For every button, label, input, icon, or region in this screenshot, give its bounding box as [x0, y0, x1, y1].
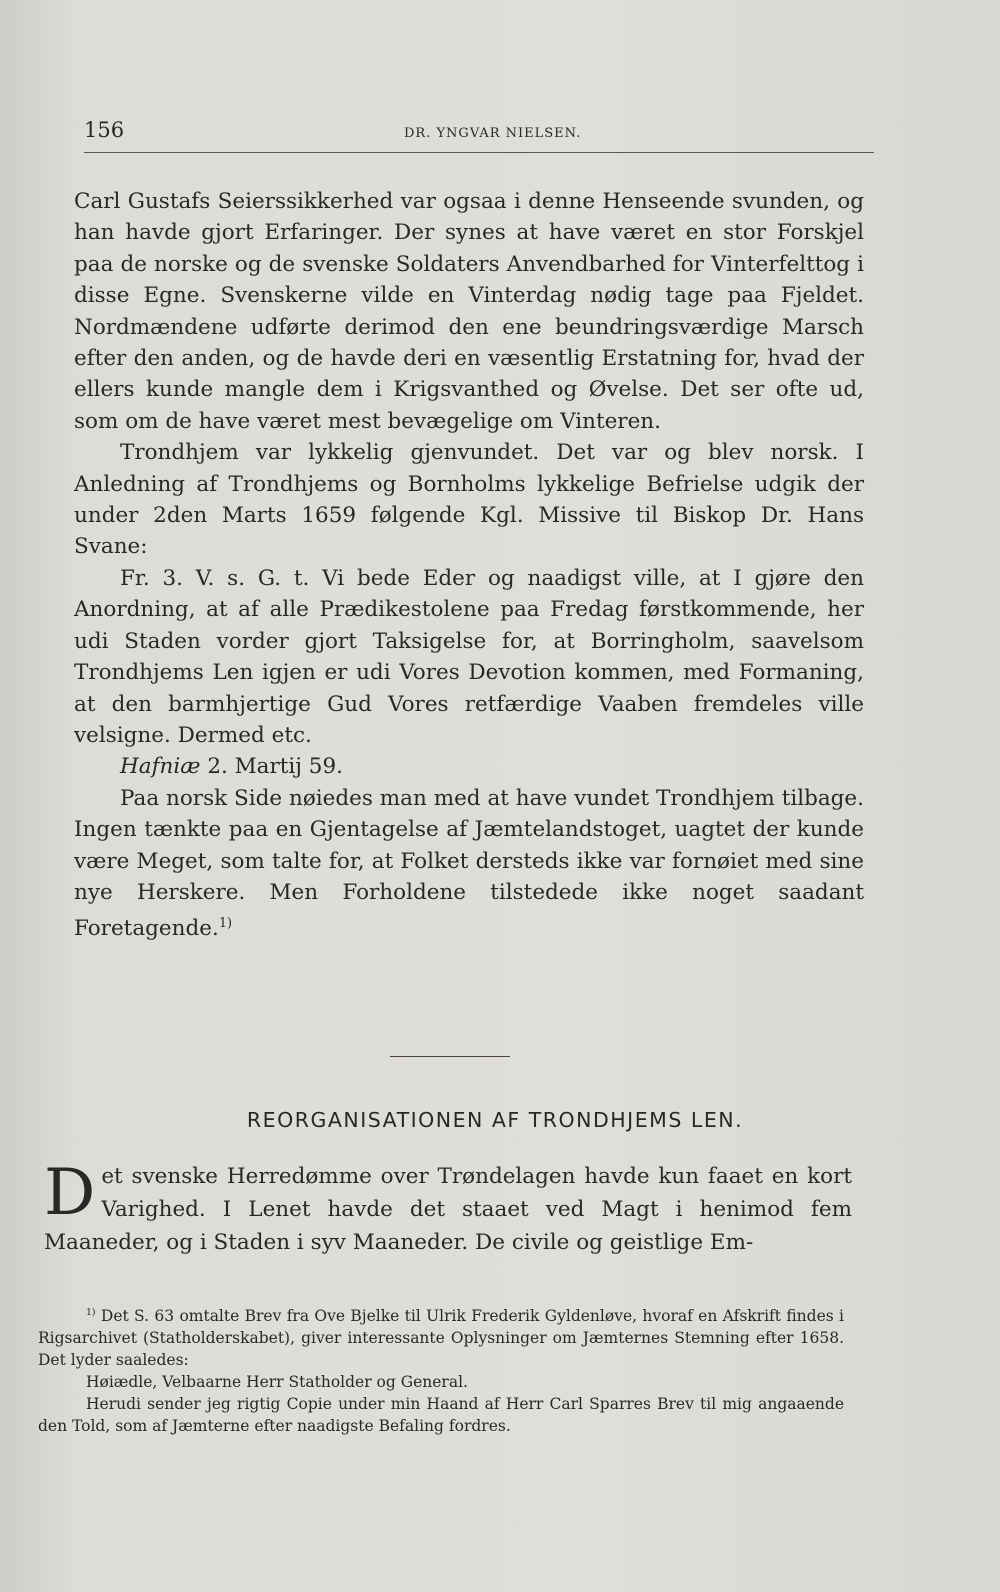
paragraph-2: Trondhjem var lykkelig gjenvundet. Det var og blev norsk. I Anledning af Trondhjems og Bornholms lykkelige Befrielse udgik der under 2den Marts 1659 følgende Kgl. Missive til Biskop Dr. Hans Svane:: [74, 440, 864, 560]
page-header: [84, 118, 884, 152]
page-number: 156: [84, 118, 125, 142]
missive-signature: [74, 751, 864, 782]
paragraph-4-text: Paa norsk Side nøiedes man med at have vundet Trondhjem tilbage. Ingen tænkte paa en Gjentagelse af Jæmtelandstoget, uagtet der kunde være Meget, som talte for, at Folket dersteds ikke var fornøiet med sine nye Herskere. Men Forholdene tilstedede ikke noget saadant Foretagende.: [74, 785, 864, 942]
footnote-text: Det S. 63 omtalte Brev fra Ove Bjelke til Ulrik Frederik Gyldenløve, hvoraf en Afskrift findes i Rigsarchivet (Statholderskabet), giver interessante Oplysninger om Jæmternes Stemning efter 1658. Det lyder saaledes:: [38, 1307, 844, 1370]
paragraph-1: Carl Gustafs Seierssikkerhed var ogsaa i denne Henseende svunden, og han havde gjort Erfaringer. Der synes at have været en stor Forskjel paa de norske og de svenske Soldaters Anvendbarhed for Vinterfelttog i disse Egne. Svenskerne vilde en Vinterdag nødig tage paa Fjeldet. Nordmændene udførte derimod den ene beundringsværdige Marsch efter den anden, og de havde deri en væsentlig Erstatning for, hvad der ellers kunde mangle dem i Krigsvanthed og Øvelse. Det ser ofte ud, som om de have været mest bevægelige om Vinteren.: [74, 189, 864, 434]
footnote-1: [38, 1302, 844, 1371]
footnotes: [38, 1302, 844, 1437]
header-rule: [84, 152, 874, 153]
signature-date: 2. Martij 59.: [207, 754, 343, 780]
section-paragraph: [44, 1156, 852, 1259]
paragraph-4: [74, 783, 864, 945]
signature-place: Hafniæ: [120, 754, 201, 780]
footnote-reference: 1): [218, 916, 233, 932]
section-divider: [390, 1056, 510, 1057]
section-text: [44, 1156, 852, 1259]
main-text: [74, 186, 864, 945]
footnote-salutation: Høiædle, Velbaarne Herr Statholder og General.: [86, 1373, 468, 1392]
drop-cap: D: [44, 1156, 96, 1230]
paragraph-3-missive: Fr. 3. V. s. G. t. Vi bede Eder og naadigst ville, at I gjøre den Anordning, at af alle Prædikestolene paa Fredag førstkommende, her udi Staden vorder gjort Taksigelse for, at Borringholm, saavelsom Trondhjems Len igjen er udi Vores Devotion kommen, med Formaning, at den barmhjertige Gud Vores retfærdige Vaaben fremdeles ville velsigne. Dermed etc.: [74, 565, 864, 748]
running-title: DR. YNGVAR NIELSEN.: [404, 126, 582, 141]
footnote-letter-text: Herudi sender jeg rigtig Copie under min Haand af Herr Carl Sparres Brev til mig angaaende den Told, som af Jæmterne efter naadigste Befaling fordres.: [38, 1395, 844, 1436]
section-paragraph-text: et svenske Herredømme over Trøndelagen havde kun faaet en kort Varighed. I Lenet havde det staaet ved Magt i henimod fem Maaneder, og i Staden i syv Maaneder. De civile og geistlige Em-: [44, 1164, 852, 1255]
footnote-marker: 1): [86, 1307, 96, 1318]
section-title: REORGANISATIONEN AF TRONDHJEMS LEN.: [246, 1108, 744, 1132]
